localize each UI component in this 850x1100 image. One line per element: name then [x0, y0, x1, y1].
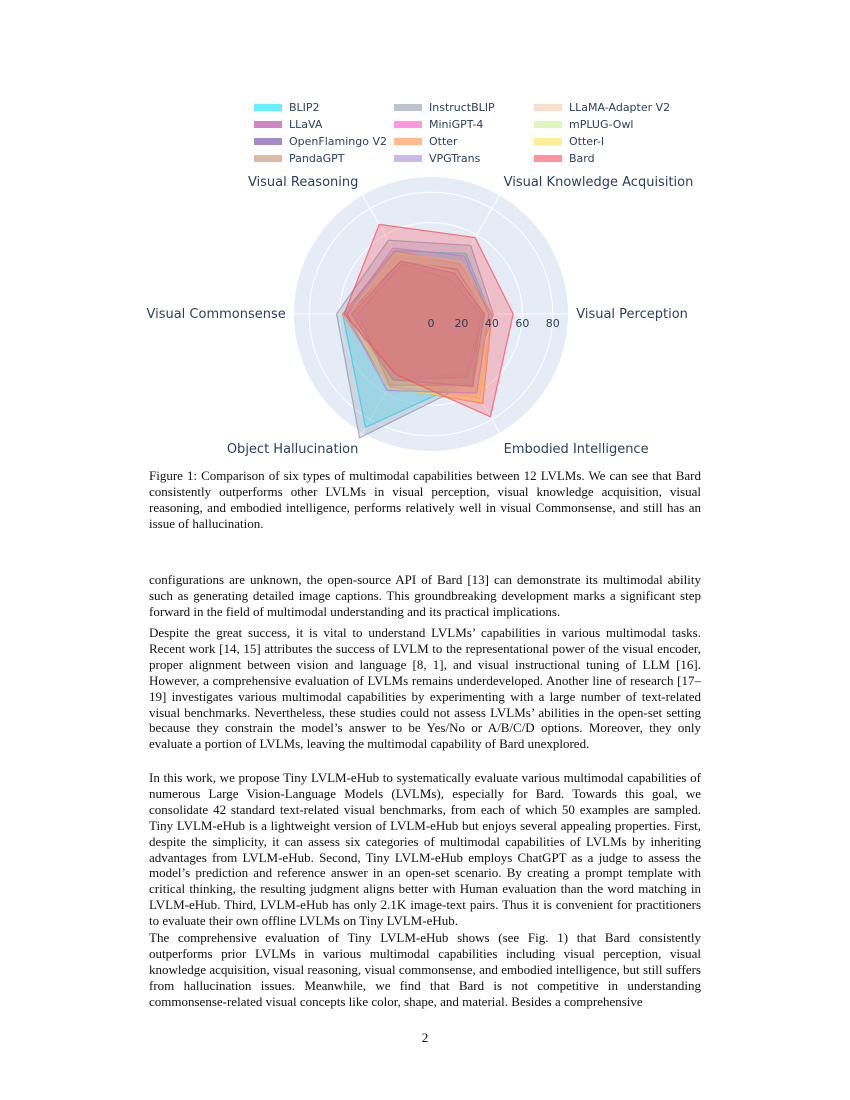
legend-label: LLaMA-Adapter V2	[569, 101, 671, 114]
legend-swatch	[254, 138, 282, 145]
axis-label: Visual Perception	[576, 307, 688, 322]
legend-label: Bard	[569, 152, 595, 165]
radial-tick-label: 0	[427, 317, 435, 330]
legend-label: mPLUG-Owl	[569, 118, 634, 131]
legend-swatch	[254, 155, 282, 162]
legend-label: BLIP2	[289, 101, 320, 114]
axis-label: Visual Knowledge Acquisition	[503, 175, 694, 191]
legend-swatch	[254, 104, 282, 111]
paragraph-4: The comprehensive evaluation of Tiny LVLM-eHub shows (see Fig. 1) that Bard consistently outperforms prior LVLMs in various multimodal capabilities including visual perception, visual knowledge acquisition, visual reasoning, visual commonsense, and embodied intelligence, but still suffers from hallucination issues. Meanwhile, we find that Bard is not competitive in understanding commonsense-related visual concepts like color, shape, and material. Besides a comprehensive	[149, 930, 701, 1009]
axis-label: Visual Reasoning	[247, 175, 359, 191]
legend-swatch	[534, 104, 562, 111]
legend-swatch	[254, 121, 282, 128]
legend-swatch	[394, 138, 422, 145]
legend-swatch	[394, 121, 422, 128]
paragraph-3: In this work, we propose Tiny LVLM-eHub to systematically evaluate various multimodal capabilities of numerous Large Vision-Language Models (LVLMs), especially for Bard. Towards this goal, we consolidate 42 standard text-related visual benchmarks, from each of which 50 examples are sampled. Tiny LVLM-eHub is a lightweight version of LVLM-eHub but enjoys several appealing properties. First, despite the simplicity, it can assess six categories of multimodal capabilities of LVLMs by inheriting advantages from LVLM-eHub. Second, Tiny LVLM-eHub employs ChatGPT as a judge to assess the model’s prediction and reference answer in an open-set scenario. By creating a prompt template with critical thinking, the resulting judgment aligns better with Human evaluation than the word matching in LVLM-eHub. Third, LVLM-eHub has only 2.1K image-text pairs. Thus it is convenient for practitioners to evaluate their own offline LVLMs on Tiny LVLM-eHub.	[149, 770, 701, 929]
legend-label: VPGTrans	[429, 152, 481, 165]
figure-caption: Figure 1: Comparison of six types of multimodal capabilities between 12 LVLMs. We can see that Bard consistently outperforms other LVLMs in visual perception, visual knowledge acquisition, visual reasoning, and embodied intelligence, performs relatively well in visual Commonsense, and still has an issue of hallucination.	[149, 468, 701, 531]
legend-label: OpenFlamingo V2	[289, 135, 387, 148]
axis-label: Object Hallucination	[226, 441, 359, 457]
radial-tick-label: 80	[545, 317, 560, 330]
axis-label: Embodied Intelligence	[503, 441, 649, 457]
legend-label: PandaGPT	[289, 152, 345, 165]
chart-legend	[254, 101, 694, 169]
legend-label: InstructBLIP	[429, 101, 495, 114]
radial-tick-label: 40	[484, 317, 499, 330]
axis-label: Visual Commonsense	[146, 307, 286, 322]
legend-label: LLaVA	[289, 118, 323, 131]
paragraph-2: Despite the great success, it is vital to understand LVLMs’ capabilities in various multimodal tasks. Recent work [14, 15] attributes the success of LVLM to the representational power of the visual encoder, proper alignment between vision and language [8, 1], and visual instructional tuning of LLM [16]. However, a comprehensive evaluation of LVLMs remains underdeveloped. Another line of research [17–19] investigates various multimodal capabilities by experimenting with a large number of text-related visual benchmarks. Nevertheless, these studies could not assess LVLMs’ abilities in the open-set setting because they constrain the model’s answer to be Yes/No or A/B/C/D options. Moreover, they only evaluate a portion of LVLMs, leaving the multimodal capability of Bard unexplored.	[149, 625, 701, 752]
legend-swatch	[534, 138, 562, 145]
radial-tick-label: 20	[454, 317, 469, 330]
legend-swatch	[394, 104, 422, 111]
legend-swatch	[534, 121, 562, 128]
page-number: 2	[421, 1030, 429, 1045]
radial-tick-label: 60	[515, 317, 530, 330]
legend-label: Otter-I	[569, 135, 605, 148]
legend-swatch	[394, 155, 422, 162]
legend-label: Otter	[429, 135, 458, 148]
paragraph-1: configurations are unknown, the open-source API of Bard [13] can demonstrate its multimodal ability such as generating detailed image captions. This groundbreaking development marks a significant step forward in the field of multimodal understanding and its practical implications.	[149, 572, 701, 619]
legend-swatch	[534, 155, 562, 162]
legend-label: MiniGPT-4	[429, 118, 484, 131]
radar-chart	[0, 0, 850, 465]
